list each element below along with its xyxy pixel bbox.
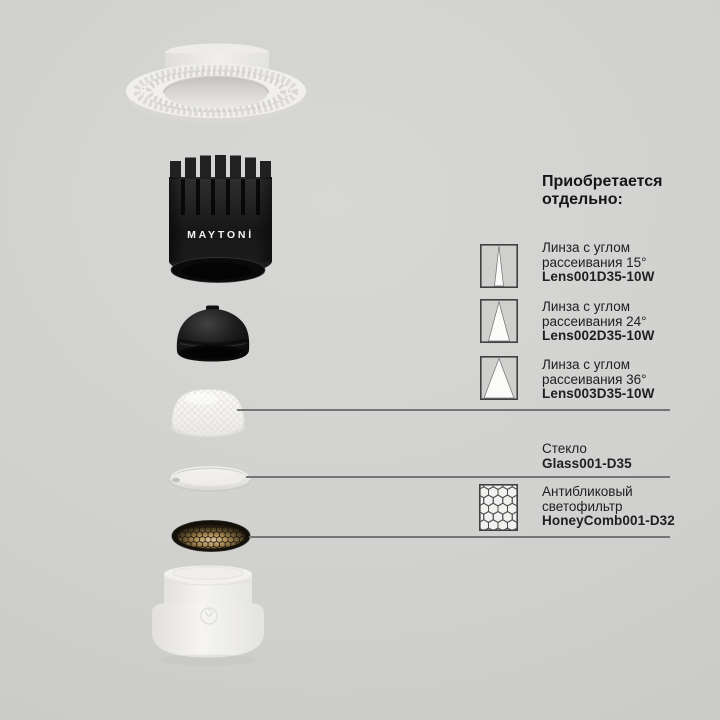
accessory-model: Lens002D35-10W (542, 328, 655, 344)
section-heading (542, 173, 663, 209)
connector-line-honeycomb (249, 536, 670, 538)
part-mounting-ring (126, 44, 306, 124)
lens-beam-24-icon (480, 299, 518, 343)
accessory-model: Glass001-D35 (542, 455, 632, 471)
lens-beam-36-icon (480, 356, 518, 400)
accessory-model: Lens001D35-10W (542, 269, 655, 285)
accessory-desc: Линза с углом (542, 357, 631, 372)
accessory-desc: Линза с углом (542, 299, 631, 314)
heading-line1: Приобретается (542, 173, 663, 190)
accessory-desc: светофильтр (542, 498, 623, 514)
part-reflector-holder (177, 306, 249, 362)
accessory-desc: рассеивания 36° (542, 371, 647, 387)
accessory-model: Lens003D35-10W (542, 386, 655, 402)
honeycomb-icon (479, 484, 518, 531)
accessory-lens-24-label (542, 300, 654, 344)
accessory-lens-36-label (542, 358, 654, 402)
accessory-desc: Стекло (542, 441, 587, 456)
accessory-glass-label (542, 442, 632, 471)
accessory-desc: рассеивания 24° (542, 313, 647, 329)
accessory-desc: рассеивания 15° (542, 254, 647, 270)
part-housing (152, 566, 264, 666)
accessory-lens-15-label (542, 241, 654, 285)
part-honeycomb-filter (172, 521, 250, 552)
connector-line-glass (246, 476, 670, 478)
part-heatsink (169, 155, 272, 283)
accessory-desc: Антибликовый (542, 484, 633, 499)
lens-beam-15-icon (480, 244, 518, 288)
part-lens (171, 390, 245, 438)
accessory-honeycomb-label (542, 485, 675, 529)
heading-line2: отдельно: (542, 191, 623, 208)
connector-line-lens (237, 409, 670, 411)
accessory-desc: Линза с углом (542, 240, 631, 255)
part-glass (170, 467, 250, 491)
maytoni-logo-text: MAYTONİ (187, 229, 254, 241)
accessory-model: HoneyComb001-D32 (542, 513, 675, 529)
